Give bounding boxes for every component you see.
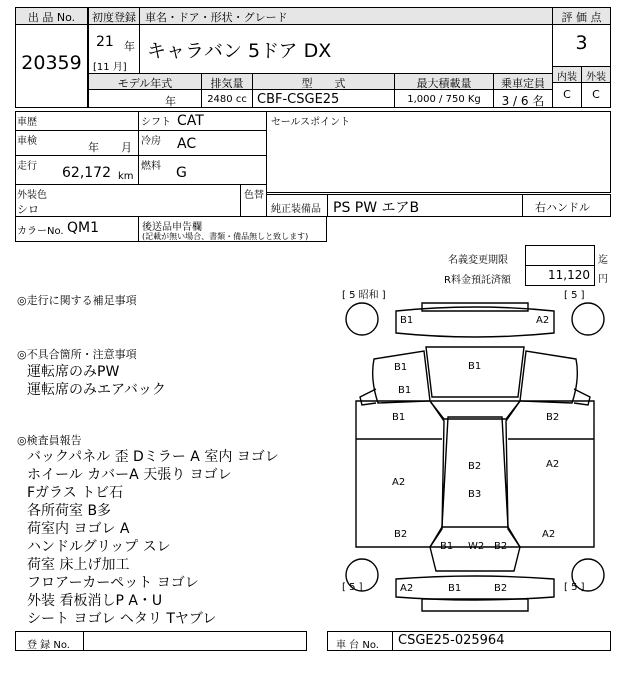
color-no-label: カラーNo.	[17, 226, 64, 237]
car-name: キャラバン 5ドア DX	[147, 40, 332, 62]
mark-fender-l1: B1	[394, 362, 408, 373]
type-value: CBF-CSGE25	[257, 92, 340, 107]
mileage-unit: km	[118, 171, 134, 182]
reg-no-label: 登 録 No.	[27, 640, 70, 651]
first-reg-year: 21	[96, 34, 114, 50]
shift-value: CAT	[177, 113, 204, 129]
corner-label-br: [ 5 ]	[564, 582, 585, 593]
name-change-unit: 迄	[598, 255, 608, 266]
mark-roof-1: B2	[468, 461, 482, 472]
first-reg-year-unit: 年	[124, 40, 135, 53]
model-year-label: モデル年式	[117, 77, 173, 90]
ac-value: AC	[177, 136, 197, 152]
fuel-value: G	[176, 165, 187, 181]
recycle-label: R料金預託済額	[444, 275, 511, 286]
max-load-value: 1,000 / 750 Kg	[407, 94, 481, 105]
shift-label: シフト	[141, 117, 171, 128]
ext-color-value: シロ	[17, 203, 39, 216]
sales-point-label: セールスポイント	[271, 117, 351, 128]
defects-title: ◎不具合箇所・注意事項	[17, 348, 137, 361]
first-reg-month: [11 月]	[93, 62, 127, 73]
exterior-label: 外装	[586, 72, 606, 83]
aftermarket-note: (記載が無い場合、書類・備品無しと致します)	[142, 232, 309, 241]
mark-front-left: B1	[400, 315, 414, 326]
inspector-title: ◎検査員報告	[17, 434, 82, 447]
supplement-title: ◎走行に関する補足事項	[17, 294, 137, 307]
mark-hood: B1	[468, 361, 482, 372]
displacement-value: 2480 cc	[207, 94, 247, 105]
defect-line-2: 運転席のみエアバック	[27, 382, 166, 398]
mark-bumper-r: B2	[494, 583, 508, 594]
inspection-year-unit: 年	[88, 141, 99, 154]
name-change-box	[525, 245, 595, 266]
mark-side-l: A2	[392, 477, 406, 488]
mark-rear-1: B1	[440, 541, 454, 552]
mileage-value: 62,172	[62, 165, 111, 181]
car-name-label: 車名・ドア・形状・グレード	[145, 11, 288, 24]
ac-label: 冷房	[141, 136, 161, 147]
inspector-line-10: シート ヨゴレ ヘタリ Tヤブレ	[27, 611, 217, 627]
ext-color-label: 外装色	[17, 190, 47, 201]
interior-label: 内装	[557, 72, 577, 83]
mark-door-l: B1	[392, 412, 406, 423]
oem-label: 純正装備品	[271, 204, 321, 215]
mark-rear-qtr-l: B2	[394, 529, 408, 540]
displacement-label: 排気量	[210, 77, 244, 90]
mark-bumper-l: A2	[400, 583, 414, 594]
lot-number: 20359	[21, 52, 82, 74]
model-year-unit: 年	[165, 95, 176, 108]
capacity-label: 乗車定員	[501, 77, 545, 90]
oem-value: PS PW エアB	[333, 200, 420, 216]
tire-front-left-icon	[346, 303, 378, 335]
fuel-label: 燃料	[141, 161, 161, 172]
mark-door-r: B2	[546, 412, 560, 423]
corner-label-tl: [ 5 昭和 ]	[342, 290, 386, 301]
mark-rear-3: B2	[494, 541, 508, 552]
tire-front-right-icon	[572, 303, 604, 335]
inspector-line-3: Fガラス トビ石	[27, 485, 124, 501]
mark-front-right: A2	[536, 315, 550, 326]
mark-fender-l2: B1	[398, 385, 412, 396]
recycle-unit: 円	[598, 274, 608, 285]
lot-label: 出 品 No.	[27, 11, 76, 24]
score-label: 評 価 点	[561, 11, 602, 24]
type-label: 型 式	[301, 77, 346, 90]
first-reg-label: 初度登録	[92, 11, 136, 24]
inspector-line-1: バックパネル 歪 Dミラー A 室内 ヨゴレ	[27, 449, 279, 465]
inspector-line-4: 各所荷室 B多	[27, 503, 112, 519]
defect-line-1: 運転席のみPW	[27, 364, 120, 380]
max-load-label: 最大積載量	[416, 77, 472, 90]
inspector-line-8: フロアーカーペット ヨゴレ	[27, 575, 199, 591]
mark-side-r: A2	[546, 459, 560, 470]
steering-value: 右ハンドル	[535, 201, 590, 214]
recycle-value: 11,120	[548, 268, 590, 282]
mark-rear-qtr-r: A2	[542, 529, 556, 540]
inspection-month-unit: 月	[121, 141, 132, 154]
color-no-value: QM1	[67, 220, 100, 236]
score-value: 3	[575, 32, 588, 54]
repaint-label: 色替	[244, 190, 264, 201]
exterior-grade: C	[592, 88, 600, 101]
inspector-line-2: ホイール カバーA 天張り ヨゴレ	[27, 467, 232, 483]
mark-rear-2: W2	[468, 541, 485, 552]
corner-label-bl: [ 5 ]	[342, 582, 363, 593]
ext-color-box	[15, 184, 267, 217]
inspector-line-5: 荷室内 ヨゴレ A	[27, 521, 130, 537]
inspector-line-6: ハンドルグリップ スレ	[27, 539, 171, 555]
interior-grade: C	[563, 88, 571, 101]
history-label: 車歴	[17, 117, 37, 128]
car-damage-diagram	[338, 289, 612, 627]
capacity-value: 3 / 6 名	[501, 94, 545, 108]
inspector-line-9: 外装 看板消しP A・U	[27, 593, 163, 609]
mark-bumper-c: B1	[448, 583, 462, 594]
aftermarket-label: 後送品申告欄	[142, 222, 202, 233]
model-year-cell	[88, 89, 202, 108]
inspector-line-7: 荷室 床上げ加工	[27, 557, 130, 573]
chassis-label: 車 台 No.	[336, 640, 379, 651]
inspection-label: 車検	[17, 136, 37, 147]
chassis-value: CSGE25-025964	[398, 633, 505, 648]
name-change-label: 名義変更期限	[448, 255, 508, 266]
mileage-label: 走行	[17, 161, 37, 172]
corner-label-tr: [ 5 ]	[564, 290, 585, 301]
mark-roof-2: B3	[468, 489, 482, 500]
